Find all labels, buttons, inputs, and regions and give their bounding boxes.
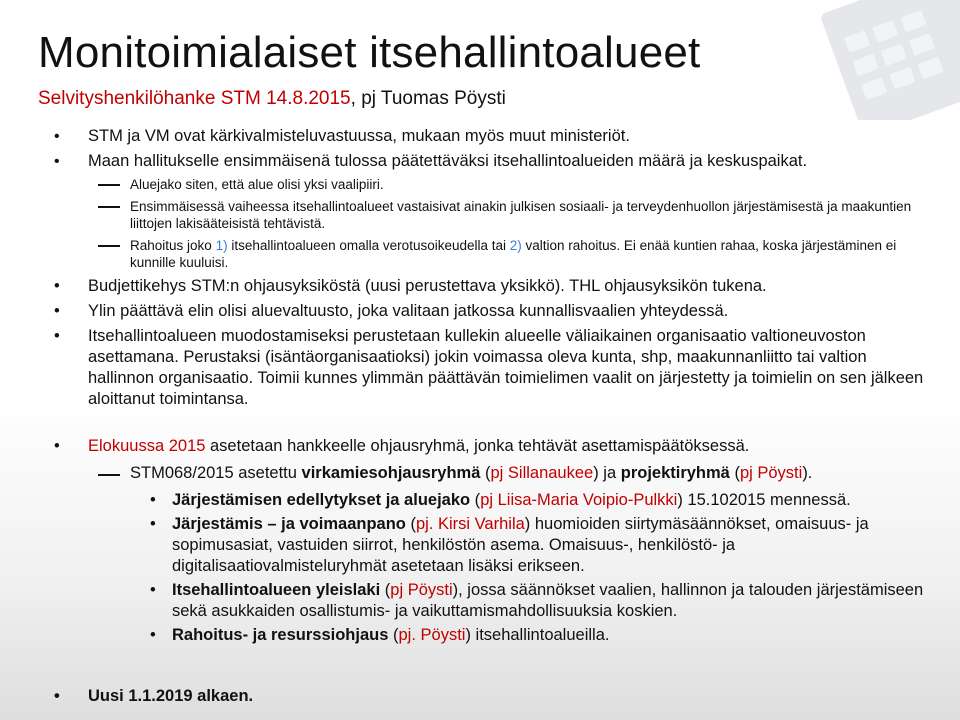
sub-bullet-first-phase [54,198,934,232]
bullet-text: Perustaksi (isäntäorganisaatioksi) jokin voimassa oleva kunta, shp, maakunnanliitto tai valtion hallinnon organisaatio. [88,348,867,387]
punct: ) ja [593,464,621,482]
punct: ( [388,626,399,644]
workgroup-title: Rahoitus- ja resurssiohjaus [172,626,389,644]
chair-name: pj. Pöysti [398,626,466,644]
bullet-steering-group [54,436,934,457]
chair-name: pj Liisa-Maria Voipio-Pulkki [480,491,678,509]
dash-marker [98,245,120,247]
dash-marker [98,206,120,208]
sub-bullet-text: Rahoitus joko [130,238,216,253]
workgroup-funding [54,625,934,646]
group-name: virkamiesohjausryhmä [301,464,481,482]
workgroup-text: ), jossa säännökset vaalien, hallinnon ja talouden järjestämiseen sekä asukkaiden osallistumis- ja vaikuttamismahdollisuuksia koskien. [172,581,924,620]
bullet-budget: • Budjettikehys STM:n ohjausyksiköstä (uusi perustettava yksikkö). THL ohjausyksikön tukena. [54,276,934,297]
option-number: 1) [215,238,228,253]
chair-name: pj Pöysti [390,581,453,599]
workgroup-general-law [54,580,934,622]
calculator-decoration [800,0,960,120]
group-name: projektiryhmä [620,464,730,482]
bullet-text: asetetaan hankkeelle ohjausryhmä, jonka tehtävät asettamispäätöksessä. [205,437,750,455]
bullet-council: • Ylin päättävä elin olisi aluevaltuusto, joka valitaan jatkossa kunnallisvaalien yhteydessä. [54,301,934,322]
workgroup-text: ) 15.102015 mennessä. [677,491,851,509]
dash-marker [98,474,120,476]
option-number: 2) [509,238,522,253]
slide-title: Monitoimialaiset itsehallintoalueet [38,28,701,77]
sub-bullet-groups [54,463,934,484]
workgroup-text: ) huomioiden siirtymäsäännökset, omaisuus- ja sopimusasiat, vastuiden siirrot, henkilöstön asema. Omaisuus-, henkilöstö- ja digitalisaatiovalmisteluryhmät asetetaan lisäksi erikseen. [172,515,869,575]
sub-bullet-regions [54,176,934,193]
workgroup-organisation [54,490,934,511]
workgroup-text: ) itsehallintoalueilla. [465,626,610,644]
chair-name: pj Sillanaukee [490,464,594,482]
date-highlight: Elokuussa 2015 [88,437,206,455]
bullet-start-date: • Uusi 1.1.2019 alkaen. [54,686,253,707]
slide-subtitle [38,88,506,110]
sub-bullet-text: Ensimmäisessä vaiheessa itsehallintoalueet vastaisivat ainakin julkisen sosiaali- ja terveydenhuollon järjestämisestä ja maakuntien liittojen lakisääteisistä tehtävistä. [130,199,912,231]
bullet-text: Toimii kunnes ylimmän päättävän toimielimen vaalit on järjestetty ja toimielin on sen jälkeen aloittanut toimintansa. [88,369,924,408]
sub-bullet-text: itsehallintoalueen omalla verotusoikeudella tai [227,238,510,253]
punct: ( [405,515,416,533]
bullet-organisation [54,326,934,410]
punct: ( [729,464,740,482]
sub-bullet-text: STM068/2015 asetettu [130,464,302,482]
sub-bullet-text: valtion rahoitus. Ei enää kuntien rahaa, koska järjestäminen ei kunnille kuuluisi. [130,238,897,270]
punct: ). [802,464,813,482]
bullet-government-decision: • Maan hallitukselle ensimmäisenä tulossa päätettäväksi itsehallintoalueiden määrä ja keskuspaikat. [54,151,934,172]
chair-name: pj Pöysti [739,464,803,482]
subtitle-project: Selvityshenkilöhanke STM 14.8.2015 [38,88,351,109]
bullet-text: Itsehallintoalueen muodostamiseksi perustetaan kullekin alueelle väliaikainen organisaatio valtioneuvoston asettamana. [88,327,866,366]
chair-name: pj. Kirsi Varhila [415,515,525,533]
dash-marker [98,184,120,186]
punct: ( [480,464,491,482]
punct: ( [470,491,481,509]
sub-bullet-funding [54,237,934,271]
workgroup-title: Järjestämisen edellytykset ja aluejako [172,491,471,509]
workgroup-title: Järjestämis – ja voimaanpano [172,515,406,533]
workgroup-implementation [54,514,934,577]
punct: ( [380,581,391,599]
workgroup-title: Itsehallintoalueen yleislaki [172,581,381,599]
slide-body [54,126,934,649]
bullet-ministries: • STM ja VM ovat kärkivalmisteluvastuussa, mukaan myös muut ministeriöt. [54,126,934,147]
sub-bullet-text: Aluejako siten, että alue olisi yksi vaalipiiri. [130,177,384,192]
subtitle-chair: , pj Tuomas Pöysti [350,88,506,109]
